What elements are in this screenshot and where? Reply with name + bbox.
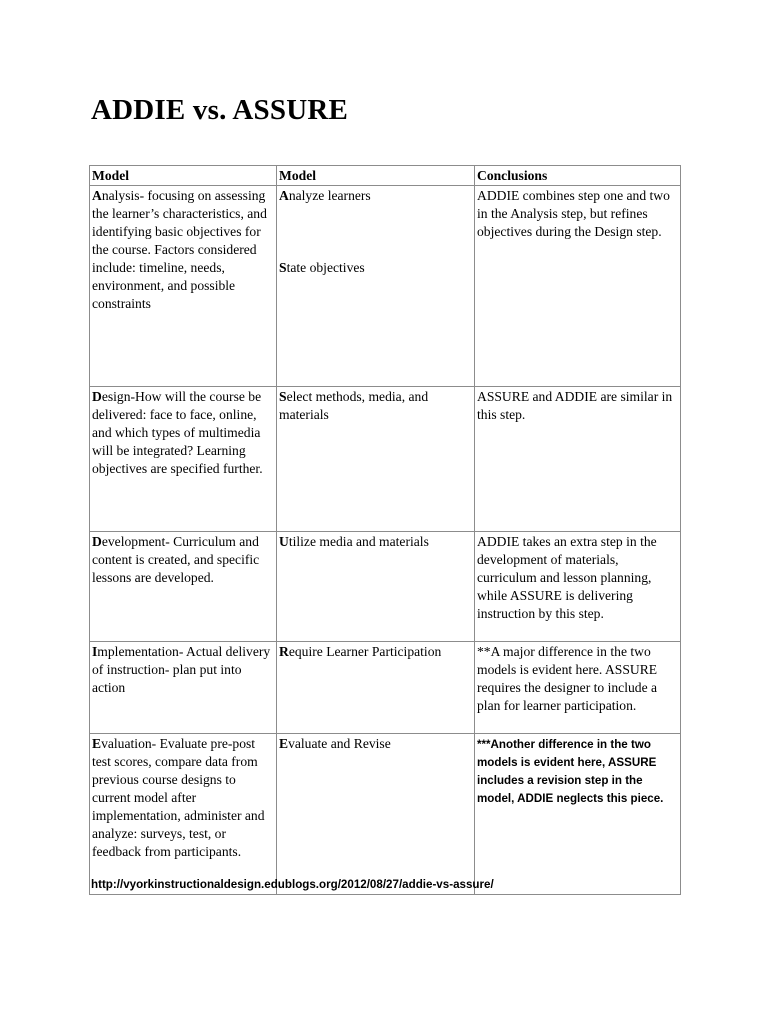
- addie-initial: I: [92, 644, 98, 659]
- addie-initial: A: [92, 188, 102, 203]
- addie-cell-design: [90, 387, 277, 532]
- conclusion-cell: ADDIE takes an extra step in the development of materials, curriculum and lesson planning, while ASSURE is delivering instruction by this step.: [475, 532, 681, 642]
- source-url: http://vyorkinstructionaldesign.edublogs.org/2012/08/27/addie-vs-assure/: [91, 878, 494, 891]
- table-row: [90, 734, 681, 895]
- assure-initial: R: [279, 644, 289, 659]
- assure-text: tate objectives: [286, 260, 365, 275]
- addie-cell-analysis: [90, 186, 277, 387]
- addie-cell-evaluation: [90, 734, 277, 895]
- addie-initial: D: [92, 534, 102, 549]
- assure-text: tilize media and materials: [288, 534, 429, 549]
- assure-cell-utilize: [277, 532, 475, 642]
- assure-text: elect methods, media, and materials: [279, 389, 429, 422]
- addie-text: esign-How will the course be delivered: face to face, online, and which types of multimedia will be integrated? Learning objectives are specified further.: [92, 389, 263, 476]
- table-row: [90, 186, 681, 387]
- table-row: [90, 642, 681, 734]
- conclusion-cell: [475, 734, 681, 895]
- assure-initial: U: [279, 534, 289, 549]
- comparison-table: [89, 165, 681, 895]
- assure-cell-evaluate: [277, 734, 475, 895]
- assure-cell-analyze: [277, 186, 475, 387]
- assure-cell-select: [277, 387, 475, 532]
- assure-initial: A: [279, 188, 289, 203]
- assure-step-analyze: [279, 187, 473, 205]
- assure-text: equire Learner Participation: [288, 644, 442, 659]
- addie-text: evelopment- Curriculum and content is created, and specific lessons are developed.: [92, 534, 260, 585]
- addie-cell-implementation: [90, 642, 277, 734]
- addie-text: mplementation- Actual delivery of instruction- plan put into action: [92, 644, 271, 695]
- header-conclusions: Conclusions: [475, 166, 681, 186]
- addie-text: nalysis- focusing on assessing the learner’s characteristics, and identifying basic objectives for the course. Factors considered include: timeline, needs, environment, and possible constraints: [92, 188, 267, 311]
- assure-cell-require: [277, 642, 475, 734]
- header-addie-model: Model: [90, 166, 277, 186]
- table-row: [90, 532, 681, 642]
- assure-initial: S: [279, 389, 287, 404]
- addie-initial: D: [92, 389, 102, 404]
- conclusion-cell: ASSURE and ADDIE are similar in this step.: [475, 387, 681, 532]
- page-title: ADDIE vs. ASSURE: [91, 94, 349, 126]
- assure-initial: E: [279, 736, 289, 751]
- assure-text: valuate and Revise: [288, 736, 391, 751]
- table-header-row: [90, 166, 681, 186]
- assure-text: nalyze learners: [288, 188, 371, 203]
- addie-text: valuation- Evaluate pre-post test scores, compare data from previous course designs to current model after implementation, administer and analyze: surveys, test, or feedback from participants.: [92, 736, 265, 859]
- addie-initial: E: [92, 736, 102, 751]
- header-assure-model: Model: [277, 166, 475, 186]
- conclusion-cell: ADDIE combines step one and two in the Analysis step, but refines objectives during the Design step.: [475, 186, 681, 387]
- table-row: [90, 387, 681, 532]
- conclusion-cell: **A major difference in the two models is evident here. ASSURE requires the designer to include a plan for learner participation.: [475, 642, 681, 734]
- conclusion-text: ***Another difference in the two models is evident here, ASSURE includes a revision step in the model, ADDIE neglects this piece.: [477, 738, 664, 805]
- assure-step-state: [279, 259, 473, 277]
- assure-initial: S: [279, 260, 287, 275]
- addie-cell-development: [90, 532, 277, 642]
